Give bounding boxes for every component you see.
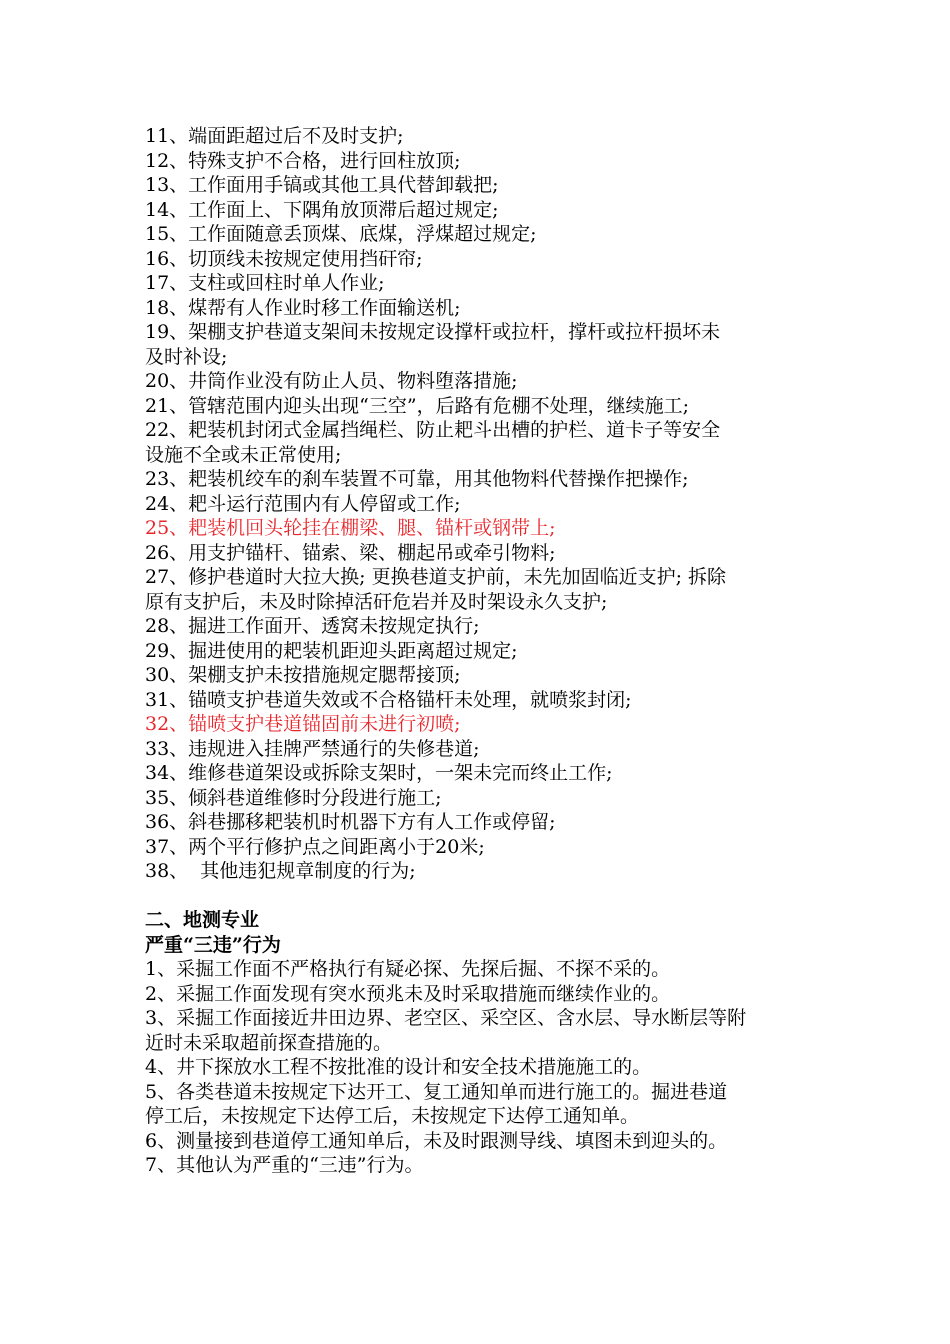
list-item: 17、支柱或回柱时单人作业; [145,272,385,294]
list-item-highlighted: 32、锚喷支护巷道锚固前未进行初喷; [145,713,461,735]
list-item: 36、斜巷挪移耙装机时机器下方有人工作或停留; [145,811,556,833]
section-spacer [145,884,815,909]
list-item: 19、架棚支护巷道支架间未按规定设撑杆或拉杆，撑杆或拉杆损坏未 [145,321,721,343]
list-item-continuation: 原有支护后，未及时除掉活矸危岩并及时架设永久支护; [145,590,608,613]
list-item: 13、工作面用手镐或其他工具代替卸载把; [145,174,499,196]
section-subheading: 严重“三违”行为 [145,933,281,956]
list-item: 18、煤帮有人作业时移工作面输送机; [145,296,461,319]
list-item: 2、采掘工作面发现有突水预兆未及时采取措施而继续作业的。 [145,982,671,1005]
section-heading: 二、地测专业 [145,909,260,931]
violation-list-continued [145,124,815,884]
list-item: 4、井下探放水工程不按批准的设计和安全技术措施施工的。 [145,1056,652,1078]
list-item-continuation: 及时补设; [145,345,228,368]
list-item: 3、采掘工作面接近井田边界、老空区、采空区、含水层、导水断层等附 [145,1007,747,1029]
list-item: 5、各类巷道未按规定下达开工、复工通知单而进行施工的。掘进巷道 [145,1080,728,1103]
list-item-continuation: 近时未采取超前探查措施的。 [145,1031,393,1054]
list-item-continuation: 设施不全或未正常使用; [145,443,342,466]
list-item: 11、端面距超过后不及时支护; [145,125,404,147]
list-item: 27、修护巷道时大拉大换; 更换巷道支护前，未先加固临近支护; 拆除 [145,566,727,588]
section-geology-survey [145,908,815,1178]
list-item: 15、工作面随意丢顶煤、底煤，浮煤超过规定; [145,223,537,245]
list-item: 37、两个平行修护点之间距离小于20米; [145,835,485,858]
list-item: 7、其他认为严重的“三违”行为。 [145,1154,424,1176]
list-item: 12、特殊支护不合格，进行回柱放顶; [145,149,461,172]
list-item: 22、耙装机封闭式金属挡绳栏、防止耙斗出槽的护栏、道卡子等安全 [145,419,721,441]
list-item: 20、井筒作业没有防止人员、物料堕落措施; [145,370,518,392]
list-item: 34、维修巷道架设或拆除支架时，一架未完而终止工作; [145,762,613,784]
list-item: 30、架棚支护未按措施规定腮帮接顶; [145,664,461,686]
list-item: 26、用支护锚杆、锚索、梁、棚起吊或牵引物料; [145,541,556,564]
list-item: 31、锚喷支护巷道失效或不合格锚杆未处理，就喷浆封闭; [145,688,632,711]
list-item: 16、切顶线未按规定使用挡矸帘; [145,247,423,270]
list-item: 24、耙斗运行范围内有人停留或工作; [145,492,461,515]
document-body [145,124,815,1178]
list-item: 28、掘进工作面开、透窝未按规定执行; [145,615,480,637]
list-item: 1、采掘工作面不严格执行有疑必探、先探后掘、不探不采的。 [145,958,671,980]
list-item: 21、管辖范围内迎头出现“三空”，后路有危棚不处理，继续施工; [145,394,690,417]
list-item: 35、倾斜巷道维修时分段进行施工; [145,786,442,809]
list-item: 6、测量接到巷道停工通知单后，未及时跟测导线、填图未到迎头的。 [145,1129,728,1152]
list-item: 14、工作面上、下隅角放顶滞后超过规定; [145,198,499,221]
list-item: 33、违规进入挂牌严禁通行的失修巷道; [145,737,480,760]
list-item: 23、耙装机绞车的刹车装置不可靠，用其他物料代替操作把操作; [145,468,689,490]
list-item: 38、 其他违犯规章制度的行为; [145,860,416,882]
list-item-continuation: 停工后，未按规定下达停工后，未按规定下达停工通知单。 [145,1105,640,1127]
list-item-highlighted: 25、耙装机回头轮挂在棚梁、腿、锚杆或钢带上; [145,517,556,539]
list-item: 29、掘进使用的耙装机距迎头距离超过规定; [145,639,518,662]
